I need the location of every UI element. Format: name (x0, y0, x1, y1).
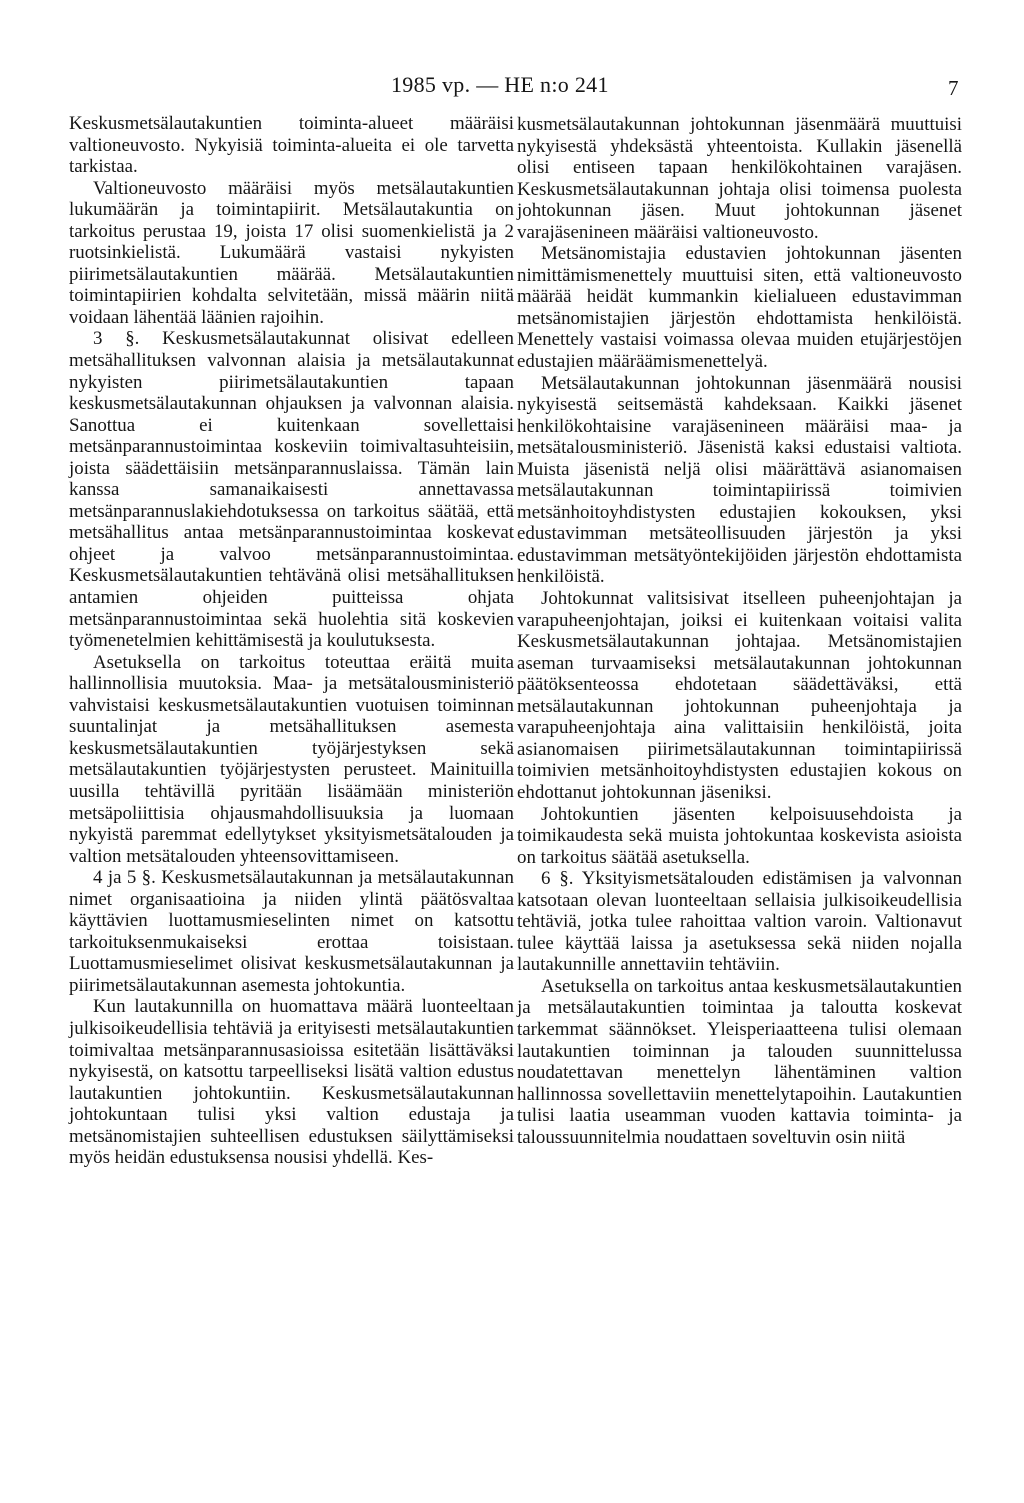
paragraph: Johtokuntien jäsenten kelpoisuusehdoista ja toimikaudesta sekä muista johtokuntaa koskevista asioista on tarkoitus säätää asetuksella. (517, 803, 962, 868)
paragraph: Asetuksella on tarkoitus antaa keskusmetsälautakuntien ja metsälautakuntien toimintaa ja taloutta koskevat tarkemmat säännökset. Yleisperiaatteena tulisi olemaan lautakuntien toiminnan ja talouden suunnittelussa noudatettavan menettelyn lähentäminen valtion hallinnossa sovellettaviin menettelytapoihin. Lautakuntien tulisi laatia useamman vuoden kattavia toiminta- ja taloussuunnitelmia noudattaen soveltuvin osin niitä (517, 975, 962, 1148)
paragraph: Keskusmetsälautakuntien toiminta-alueet määräisi valtioneuvosto. Nykyisiä toiminta-alueita ei ole tarvetta tarkistaa. (69, 113, 514, 178)
paragraph: 3 §. Keskusmetsälautakunnat olisivat edelleen metsähallituksen valvonnan alaisia ja metsälautakunnat nykyisten piirimetsälautakuntien tapaan keskusmetsälautakunnan ohjauksen ja valvonnan alaisia. Sanottua ei kuitenkaan sovellettaisi metsänparannustoimintaa koskeviin toimivaltasuhteisiin, joista säädettäisiin metsänparannuslaissa. Tämän lain kanssa samanaikaisesti annettavassa metsänparannuslakiehdotuksessa on tarkoitus säätää, että metsähallitus antaa metsänparannustoimintaa koskevat ohjeet ja valvoo metsänparannustoimintaa. Keskusmetsälautakuntien tehtävänä olisi metsähallituksen antamien ohjeiden puitteissa ohjata metsänparannustoimintaa sekä huolehtia sitä koskevien työmenetelmien kehittämisestä ja koulutuksesta. (69, 328, 514, 652)
document-reference: 1985 vp. — HE n:o 241 (391, 72, 609, 97)
left-column (69, 113, 514, 1169)
paragraph: 6 §. Yksityismetsätalouden edistämisen ja valvonnan katsotaan olevan luonteeltaan sellaisia julkisoikeudellisia tehtäviä, jotka tulee rahoittaa valtion varoin. Valtionavut tulee käyttää laissa ja asetuksessa sekä niiden nojalla lautakunnille annettaviin tehtäviin. (517, 868, 962, 976)
paragraph: Metsänomistajia edustavien johtokunnan jäsenten nimittämismenettely muuttuisi siten, että valtioneuvosto määrää heidät kummankin kielialueen edustavimman metsänomistajien järjestön ehdottamista henkilöistä. Menettely vastaisi voimassa olevaa muiden etujärjestöjen edustajien määräämismenettelyä. (517, 243, 962, 373)
paragraph: Metsälautakunnan johtokunnan jäsenmäärä nousisi nykyisestä seitsemästä kahdeksaan. Kaikki jäsenet henkilökohtaisine varajäsenineen määräisi maa- ja metsätalousministeriö. Jäsenistä kaksi edustaisi valtiota. Muista jäsenistä neljä olisi määrättävä asianomaisen metsälautakunnan toimintapiirissä toimivien metsänhoitoyhdistysten edustajien kokouksen, yksi edustavimman metsäteollisuuden järjestön ja yksi edustavimman metsätyöntekijöiden järjestön ehdottamista henkilöistä. (517, 372, 962, 588)
paragraph: Valtioneuvosto määräisi myös metsälautakuntien lukumäärän ja toimintapiirit. Metsälautakuntia on tarkoitus perustaa 19, joista 17 olisi suomenkielistä ja 2 ruotsinkielistä. Lukumäärä vastaisi nykyisten piirimetsälautakuntien määrää. Metsälautakuntien toimintapiirien kohdalta selvitetään, missä määrin niitä voidaan lähentää läänien rajoihin. (69, 177, 514, 328)
paragraph: Johtokunnat valitsisivat itselleen puheenjohtajan ja varapuheenjohtajan, joiksi ei kuitenkaan voitaisi valita Keskusmetsälautakunnan johtajaa. Metsänomistajien aseman turvaamiseksi metsälautakunnan johtokunnan päätöksenteossa ehdotetaan säädettäväksi, että metsälautakunnan johtokunnan puheenjohtaja ja varapuheenjohtaja aina valittaisiin henkilöistä, joita asianomaisen piirimetsälautakunnan toimintapiirissä toimivien metsänhoitoyhdistysten edustajien kokous on ehdottanut johtokunnan jäseniksi. (517, 588, 962, 803)
right-column (517, 114, 962, 1148)
paragraph: 4 ja 5 §. Keskusmetsälautakunnan ja metsälautakunnan nimet organisaatioina ja niiden ylintä päätösvaltaa käyttävien luottamusmieselinten nimet on katsottu tarkoituksenmukaiseksi erottaa toisistaan. Luottamusmieselimet olisivat keskusmetsälautakunnan ja piirimetsälautakunnan asemesta johtokuntia. (69, 867, 514, 996)
page-number: 7 (948, 76, 959, 100)
paragraph: Kun lautakunnilla on huomattava määrä luonteeltaan julkisoikeudellisia tehtäviä ja erityisesti metsälautakuntien toimivaltaa metsänparannusasioissa esitetään lisättäväksi nykyisestä, on katsottu tarpeelliseksi lisätä valtion edustus lautakuntien johtokuntiin. Keskusmetsälautakunnan johtokuntaan tulisi yksi valtion edustaja ja metsänomistajien suhteellisen edustuksen säilyttämiseksi myös heidän edustuksensa nousisi yhdellä. Kes- (69, 996, 514, 1169)
paragraph: kusmetsälautakunnan johtokunnan jäsenmäärä muuttuisi nykyisestä yhdeksästä yhteentoista. Kullakin jäsenellä olisi entiseen tapaan henkilökohtainen varajäsen. Keskusmetsälautakunnan johtaja olisi toimensa puolesta johtokunnan jäsen. Muut johtokunnan jäsenet varajäsenineen määräisi valtioneuvosto. (517, 114, 962, 243)
paragraph: Asetuksella on tarkoitus toteuttaa eräitä muita hallinnollisia muutoksia. Maa- ja metsätalousministeriö vahvistaisi keskusmetsälautakuntien vuotuisen toiminnan suuntalinjat ja metsähallituksen asemesta keskusmetsälautakuntien työjärjestyksen sekä metsälautakuntien työjärjestysten perusteet. Mainituilla uusilla tehtävillä pyritään lisäämään ministeriön metsäpoliittisia ohjausmahdollisuuksia ja luomaan nykyistä paremmat edellytykset yksityismetsätalouden ja valtion metsätalouden yhteensovittamiseen. (69, 651, 514, 867)
page-header (0, 62, 1024, 102)
